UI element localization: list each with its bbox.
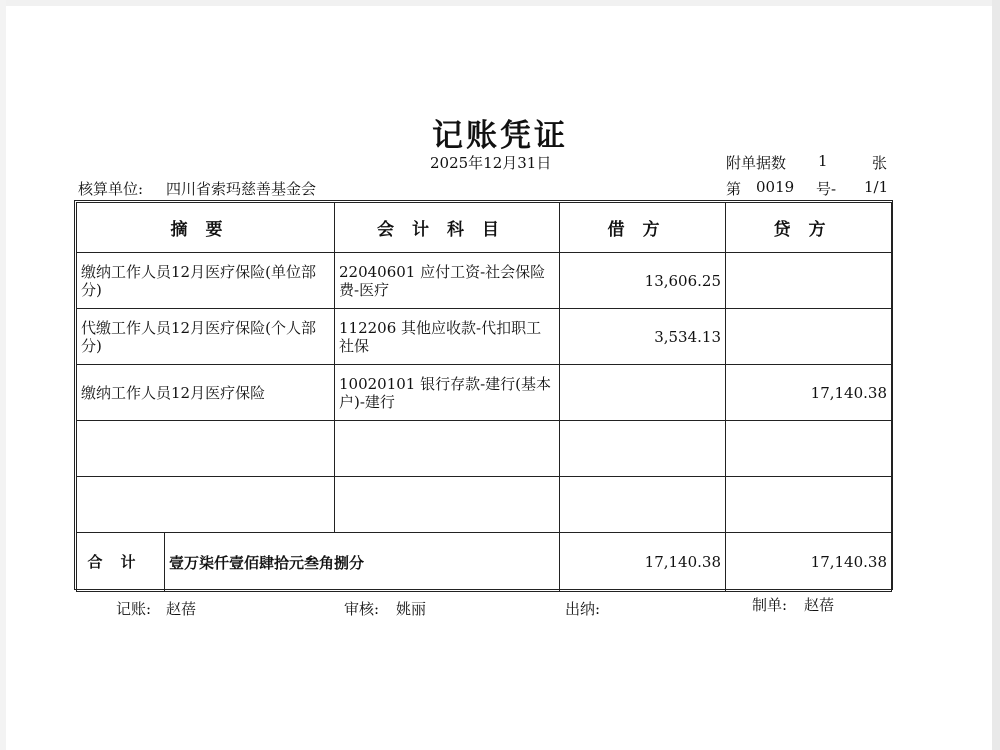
total-credit: 17,140.38 [726, 533, 892, 592]
voucher-number-suffix: 号- [816, 180, 837, 198]
row-debit [560, 365, 726, 421]
row-summary [77, 477, 335, 533]
cashier-label: 出纳: [565, 600, 601, 618]
row-summary: 缴纳工作人员12月医疗保险(单位部分) [77, 253, 335, 309]
voucher-page-count: 1/1 [864, 178, 889, 196]
row-debit: 3,534.13 [560, 309, 726, 365]
row-credit [726, 253, 892, 309]
header-credit: 贷方 [726, 203, 892, 253]
voucher-number-label: 第 [726, 180, 742, 198]
attachments-label: 附单据数 [726, 154, 787, 172]
table-row [77, 253, 892, 309]
row-account: 22040601 应付工资-社会保险费-医疗 [335, 253, 560, 309]
voucher-table [76, 202, 892, 592]
row-debit [560, 421, 726, 477]
row-credit [726, 309, 892, 365]
accounting-unit-name: 四川省索玛慈善基金会 [166, 180, 317, 198]
row-summary [77, 421, 335, 477]
total-debit: 17,140.38 [560, 533, 726, 592]
row-debit: 13,606.25 [560, 253, 726, 309]
preparer-name: 赵蓓 [804, 596, 835, 614]
row-account [335, 421, 560, 477]
scan-edge-top [0, 0, 1000, 6]
voucher-number: 0019 [756, 178, 795, 196]
row-credit: 17,140.38 [726, 365, 892, 421]
row-credit [726, 477, 892, 533]
preparer-label: 制单: [752, 596, 788, 614]
bookkeeper-label: 记账: [116, 600, 152, 618]
reviewer-label: 审核: [344, 600, 380, 618]
table-row [77, 365, 892, 421]
row-debit [560, 477, 726, 533]
row-account: 10020101 银行存款-建行(基本户)-建行 [335, 365, 560, 421]
attachments-count: 1 [818, 152, 828, 170]
bookkeeper-name: 赵蓓 [166, 600, 197, 618]
row-account [335, 477, 560, 533]
header-account: 会计科目 [335, 203, 560, 253]
reviewer-name: 姚丽 [396, 600, 427, 618]
header-summary: 摘要 [77, 203, 335, 253]
scan-edge-right [992, 0, 1000, 750]
scan-edge-left [0, 0, 6, 750]
header-debit: 借方 [560, 203, 726, 253]
table-row [77, 477, 892, 533]
total-label: 合计 [77, 533, 165, 591]
row-account: 112206 其他应收款-代扣职工社保 [335, 309, 560, 365]
table-row [77, 421, 892, 477]
row-summary: 代缴工作人员12月医疗保险(个人部分) [77, 309, 335, 365]
attachments-unit: 张 [872, 154, 888, 172]
row-credit [726, 421, 892, 477]
accounting-unit-label: 核算单位: [78, 180, 144, 198]
voucher-date: 2025年12月31日 [430, 154, 552, 172]
row-summary: 缴纳工作人员12月医疗保险 [77, 365, 335, 421]
table-header-row [77, 203, 892, 253]
total-amount-in-words: 壹万柒仟壹佰肆拾元叁角捌分 [169, 553, 365, 572]
total-cell [77, 533, 560, 592]
table-row [77, 309, 892, 365]
voucher-title: 记账凭证 [432, 118, 568, 154]
table-total-row [77, 533, 892, 592]
